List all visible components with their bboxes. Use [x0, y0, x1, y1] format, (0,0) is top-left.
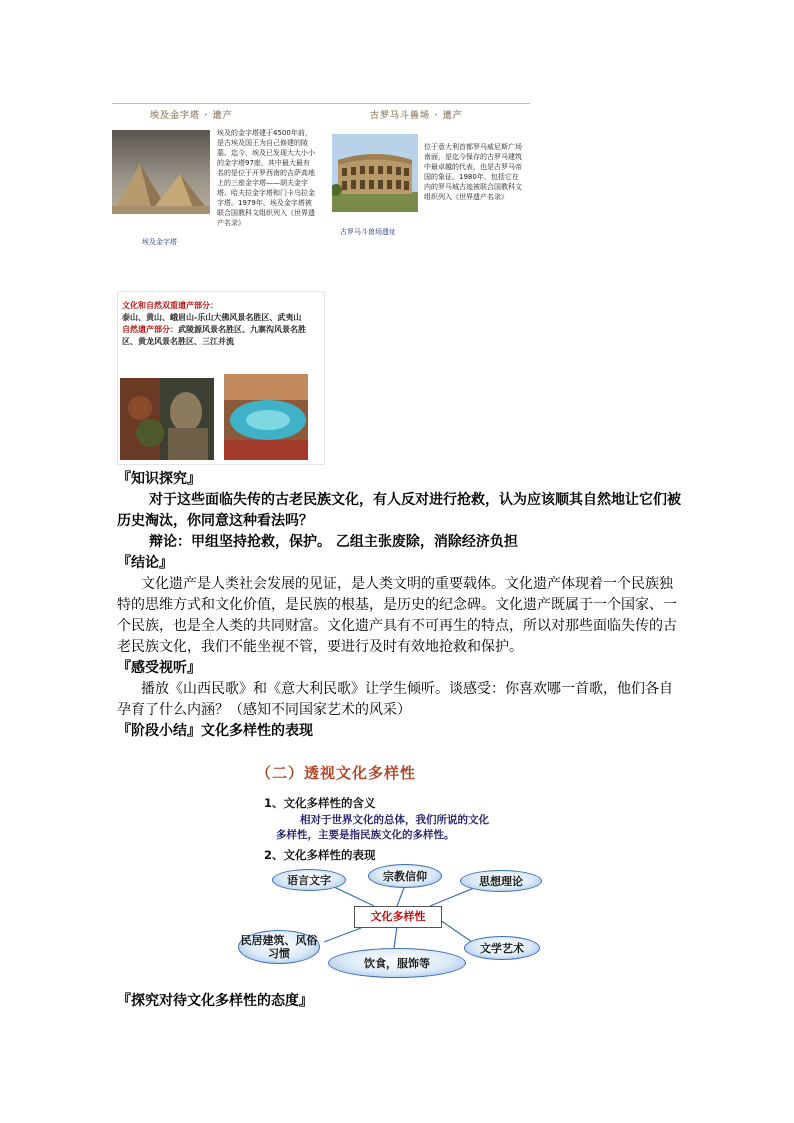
oval-thought: 思想理论 — [460, 870, 542, 892]
section-summary-heading: 『阶段小结』文化多样性的表现 — [117, 723, 313, 739]
dual-heritage-list: 泰山、黄山、峨眉山-乐山大佛风景名胜区、武夷山 — [122, 313, 302, 322]
egypt-caption: 埃及金字塔 — [142, 238, 177, 246]
meaning-heading: 1、文化多样性的含义 — [264, 796, 376, 810]
buddha-image — [120, 378, 214, 460]
expression-heading: 2、文化多样性的表现 — [264, 848, 376, 862]
meaning-text-1: 相对于世界文化的总体，我们所说的文化 — [300, 814, 489, 826]
slide-title: （二）透视文化多样性 — [256, 764, 417, 782]
pyramid-image — [112, 130, 210, 214]
diversity-slide — [234, 752, 554, 984]
section-explore-heading: 『知识探究』 — [117, 471, 201, 487]
slide-rule — [112, 103, 530, 104]
slide-header-right: 古罗马斗兽场 · 遗产 — [370, 111, 463, 121]
colosseum-image — [332, 134, 418, 212]
rome-description: 位于意大利首都罗马威尼斯广场南面，是迄今保存的古罗马建筑中最卓越的代表，也是古罗马帝国的象征。1980年，包括它在内的罗马城古迹被联合国教科文组织列入《世界遗产名录》 — [424, 143, 522, 201]
world-heritage-slide — [117, 291, 325, 465]
jiuzhaigou-image — [224, 374, 308, 460]
dual-heritage-label: 文化和自然双重遗产部分： — [122, 301, 218, 310]
natural-heritage-list: 武陵源风景名胜区、九寨沟风景名胜区、黄龙风景名胜区、三江并流 — [122, 325, 306, 346]
oval-architecture: 民居建筑、风俗习惯 — [238, 930, 320, 964]
debate-text: 辩论：甲组坚持抢救，保护。 乙组主张废除，消除经济负担 — [149, 534, 518, 550]
heritage-list — [122, 300, 318, 348]
feel-text: 播放《山西民歌》和《意大利民歌》让学生倾听。谈感受：你喜欢哪一首歌，他们各自孕育了什么内涵？（感知不同国家艺术的风采） — [117, 681, 673, 718]
oval-food-clothing: 饮食，服饰等 — [328, 948, 466, 978]
oval-religion: 宗教信仰 — [368, 864, 442, 888]
egypt-description: 埃及的金字塔建于4500年前，是古埃及国王为自己修建的陵墓。迄今，埃及已发现大大小小的金字塔97座，其中最大最有名的是位于开罗西南的吉萨高地上的三座金字塔——胡夫金字塔、哈夫拉金字塔和门卡乌拉金字塔。1979年，埃及金字塔被联合国教科文组织列入《世界遗产名录》 — [217, 129, 315, 227]
center-box: 文化多样性 — [354, 906, 442, 928]
meaning-text-2: 多样性，主要是指民族文化的多样性。 — [276, 829, 455, 841]
natural-heritage-label: 自然遗产部分： — [122, 325, 178, 334]
section-attitude-heading: 『探究对待文化多样性的态度』 — [117, 993, 313, 1009]
heritage-slide — [112, 100, 530, 270]
rome-caption: 古罗马斗兽场遗址 — [340, 228, 396, 236]
section-conclusion-heading: 『结论』 — [117, 555, 173, 571]
explore-question: 对于这些面临失传的古老民族文化，有人反对进行抢救，认为应该顺其自然地让它们被历史淘汰，你同意这种看法吗？ — [117, 492, 681, 529]
conclusion-text: 文化遗产是人类社会发展的见证，是人类文明的重要载体。文化遗产体现着一个民族独特的思维方式和文化价值，是民族的根基，是历史的纪念碑。文化遗产既属于一个国家、一个民族，也是全人类的共同财富。文化遗产具有不可再生的特点，所以对那些面临失传的古老民族文化，我们不能坐视不管，要进行及时有效地抢救和保护。 — [117, 576, 677, 655]
oval-art: 文学艺术 — [464, 936, 540, 960]
oval-language: 语言文字 — [272, 869, 346, 891]
section-feel-heading: 『感受视听』 — [117, 660, 201, 676]
slide-header-left: 埃及金字塔 · 遗产 — [150, 111, 233, 121]
